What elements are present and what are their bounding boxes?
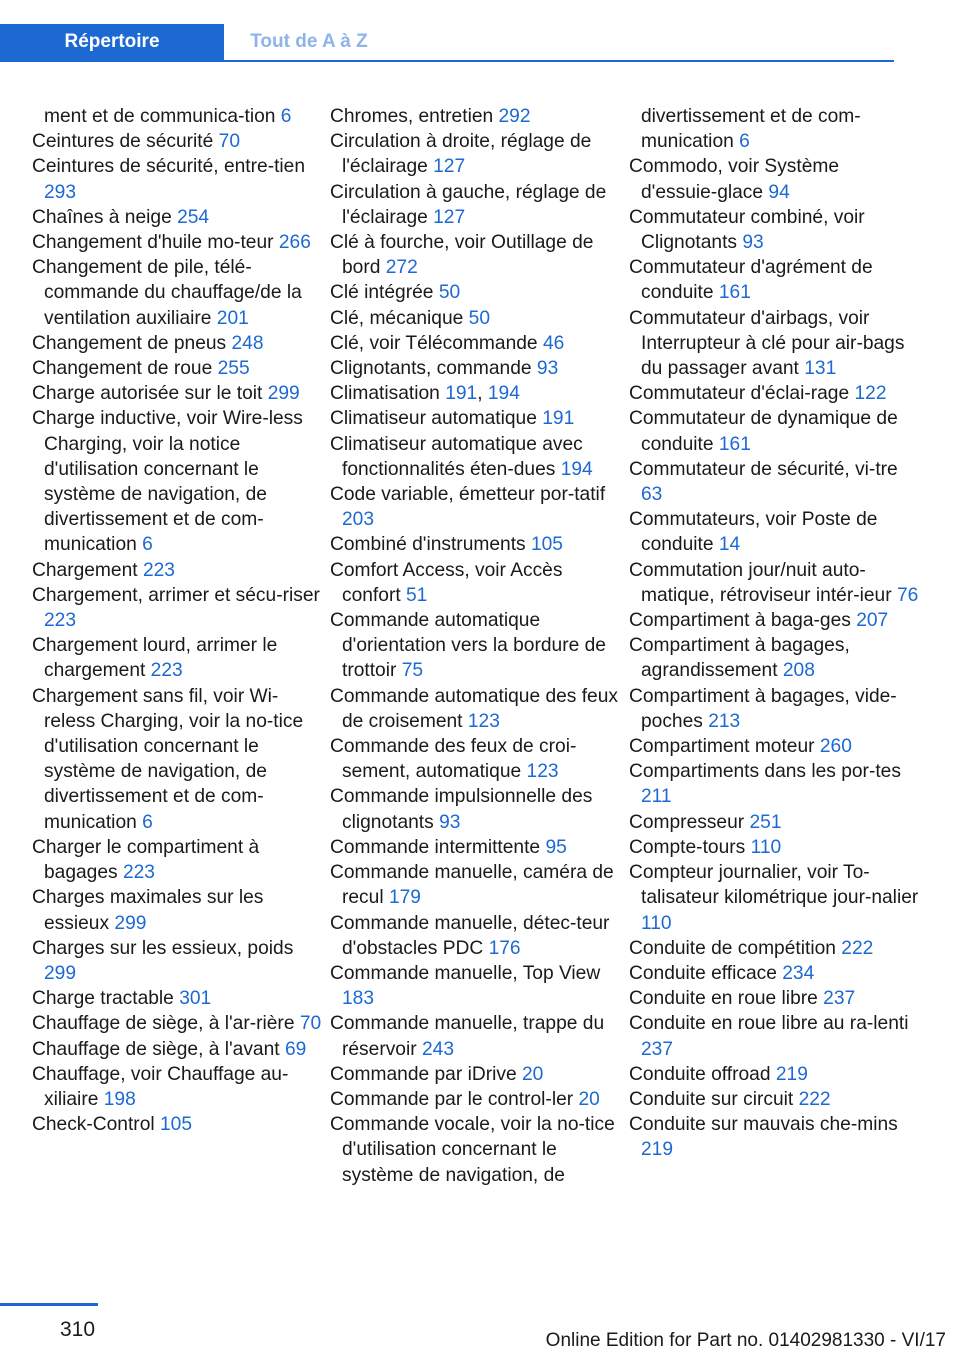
index-entry bbox=[629, 759, 919, 809]
page-link[interactable]: 127 bbox=[433, 156, 466, 178]
entry-text: Conduite offroad bbox=[629, 1063, 771, 1085]
index-entry bbox=[330, 406, 620, 431]
page-link[interactable]: 292 bbox=[498, 106, 531, 127]
entry-text: Commande intermittente bbox=[330, 836, 541, 858]
index-entry bbox=[330, 684, 620, 734]
entry-text: Commutateur d'éclai-rage bbox=[629, 383, 850, 405]
page-link[interactable]: 179 bbox=[388, 887, 421, 909]
entry-text: Chauffage de siège, à l'avant bbox=[32, 1038, 280, 1060]
page-link[interactable]: 272 bbox=[385, 257, 418, 279]
index-entry bbox=[32, 885, 322, 935]
page-link[interactable]: 301 bbox=[179, 988, 212, 1010]
index-entry bbox=[629, 633, 919, 683]
entry-text: Clignotants, commande bbox=[330, 358, 532, 380]
page-link[interactable]: 260 bbox=[819, 736, 852, 758]
entry-text: Chargement, arrimer et sécu-riser bbox=[32, 584, 320, 606]
entry-text: divertissement et de com-munication bbox=[641, 106, 861, 153]
entry-text: Compartiment moteur bbox=[629, 736, 815, 758]
index-entry bbox=[629, 406, 919, 456]
index-entry bbox=[330, 1112, 620, 1188]
index-entry bbox=[629, 457, 919, 507]
page-link[interactable]: 110 bbox=[641, 912, 672, 934]
entry-text: Charges sur les essieux, poids bbox=[32, 937, 294, 959]
page-link[interactable]: 14 bbox=[718, 534, 741, 556]
index-entry bbox=[330, 1011, 620, 1061]
index-entry bbox=[330, 835, 620, 860]
entry-text: Commutation jour/nuit auto-matique, rétroviseur intér-ieur bbox=[629, 559, 892, 606]
entry-text: Commande par le control-ler bbox=[330, 1088, 574, 1110]
entry-text: Code variable, émetteur por-tatif bbox=[330, 484, 606, 506]
entry-text: Compartiment à bagages, vide-poches bbox=[629, 685, 897, 732]
page-link[interactable]: 222 bbox=[798, 1088, 831, 1110]
index-entry bbox=[330, 129, 620, 179]
index-entry bbox=[330, 432, 620, 482]
index-entry bbox=[32, 1112, 322, 1137]
page-link[interactable]: 194 bbox=[560, 458, 593, 480]
page-link[interactable]: 122 bbox=[854, 383, 887, 405]
page-link[interactable]: 299 bbox=[44, 962, 77, 984]
index-entry bbox=[32, 936, 322, 986]
entry-text: Commutateurs, voir Poste de conduite bbox=[629, 509, 878, 556]
entry-text: Conduite de compétition bbox=[629, 937, 836, 959]
index-entry bbox=[32, 684, 322, 835]
entry-text: Commande manuelle, détec-teur d'obstacles PDC bbox=[330, 912, 610, 959]
page-link[interactable]: 123 bbox=[467, 710, 500, 732]
index-entry bbox=[629, 1087, 919, 1112]
page-link[interactable]: 93 bbox=[439, 811, 461, 833]
index-entry bbox=[330, 280, 620, 305]
entry-text: Commutateur combiné, voir Clignotants bbox=[629, 206, 865, 254]
index-entry bbox=[629, 154, 919, 204]
index-entry bbox=[32, 129, 322, 154]
entry-text: Conduite en roue libre bbox=[629, 988, 818, 1010]
index-entry bbox=[629, 507, 919, 557]
index-entry bbox=[629, 306, 919, 382]
index-entry bbox=[32, 356, 322, 381]
index-entry bbox=[629, 381, 919, 406]
entry-text: Changement de roue bbox=[32, 358, 213, 380]
index-entry bbox=[629, 558, 919, 608]
index-entry bbox=[330, 911, 620, 961]
page-link[interactable]: 223 bbox=[44, 610, 77, 632]
page-link[interactable]: 50 bbox=[468, 307, 491, 329]
entry-text: Chauffage de siège, à l'ar-rière bbox=[32, 1013, 295, 1035]
page-link[interactable]: 299 bbox=[114, 912, 147, 934]
page-number: 310 bbox=[60, 1318, 96, 1341]
page-link[interactable]: 266 bbox=[278, 232, 311, 254]
index-entry bbox=[629, 860, 919, 936]
index-entry bbox=[629, 961, 919, 986]
entry-text: Charges maximales sur les essieux bbox=[32, 887, 264, 934]
entry-text: Charger le compartiment à bagages bbox=[32, 836, 260, 884]
entry-text: Charge tractable bbox=[32, 988, 174, 1010]
index-entry bbox=[32, 406, 322, 557]
page-link[interactable]: 201 bbox=[216, 307, 249, 329]
page-link[interactable]: 213 bbox=[708, 710, 741, 732]
page-link[interactable]: 20 bbox=[578, 1088, 600, 1110]
index-entry bbox=[330, 356, 620, 381]
page-link[interactable]: 203 bbox=[342, 509, 375, 531]
entry-text: Clé à fourche, voir Outillage de bord bbox=[330, 232, 594, 279]
page-link[interactable]: 110 bbox=[750, 836, 782, 858]
index-entry bbox=[330, 1087, 620, 1112]
index-entry bbox=[32, 835, 322, 885]
page-link[interactable]: 198 bbox=[103, 1088, 136, 1110]
entry-text: Changement d'huile mo-teur bbox=[32, 232, 274, 254]
index-entry bbox=[330, 230, 620, 280]
entry-text: Conduite sur mauvais che-mins bbox=[629, 1114, 898, 1136]
index-column-1 bbox=[32, 104, 322, 1137]
entry-text: Commande des feux de croi-sement, automatique bbox=[330, 736, 577, 783]
entry-text: Compartiment à bagages, agrandissement bbox=[629, 635, 850, 682]
entry-text: Commande vocale, voir la no-tice d'utilisation concernant le système de navigation, de bbox=[330, 1114, 615, 1186]
index-entry bbox=[32, 205, 322, 230]
entry-text: Commande automatique des feux de croisement bbox=[330, 685, 618, 732]
page-link[interactable]: 63 bbox=[641, 484, 663, 506]
page-link[interactable]: 211 bbox=[641, 786, 672, 808]
entry-text: Chargement bbox=[32, 559, 138, 581]
page-link[interactable]: 255 bbox=[217, 358, 250, 380]
index-entry bbox=[330, 104, 620, 129]
entry-text: Compte-tours bbox=[629, 836, 746, 858]
page-link[interactable]: 20 bbox=[521, 1063, 544, 1085]
entry-text: Climatiseur automatique avec fonctionnalités éten-dues bbox=[330, 433, 583, 480]
index-entry bbox=[330, 961, 620, 1011]
index-entry bbox=[629, 986, 919, 1011]
page-link[interactable]: 93 bbox=[536, 358, 559, 380]
entry-text: Commutateur de sécurité, vi-tre bbox=[629, 458, 898, 480]
entry-text: Commande manuelle, trappe du réservoir bbox=[330, 1013, 605, 1060]
page-link[interactable]: 293 bbox=[44, 181, 77, 203]
entry-text: Compteur journalier, voir To-talisateur kilométrique jour-nalier bbox=[629, 862, 919, 909]
page-link[interactable]: 51 bbox=[406, 584, 428, 606]
index-entry bbox=[629, 835, 919, 860]
entry-text: Commutateur de dynamique de conduite bbox=[629, 408, 898, 455]
page-link[interactable]: 191 bbox=[445, 383, 478, 405]
entry-text: Circulation à droite, réglage de l'éclairage bbox=[330, 131, 592, 178]
index-entry bbox=[629, 1011, 919, 1061]
entry-text: ment et de communica-tion bbox=[44, 106, 276, 127]
entry-text: Compartiment à baga-ges bbox=[629, 610, 851, 632]
entry-text: Clé, mécanique bbox=[330, 307, 464, 329]
page-link[interactable]: 75 bbox=[401, 660, 424, 682]
page-link[interactable]: 176 bbox=[488, 937, 521, 959]
index-entry bbox=[330, 860, 620, 910]
entry-text: Chaînes à neige bbox=[32, 206, 172, 228]
page-link[interactable]: 70 bbox=[218, 131, 240, 153]
page-link[interactable]: 191 bbox=[542, 408, 575, 430]
page-link[interactable]: 50 bbox=[438, 282, 461, 304]
entry-text: Chargement sans fil, voir Wi-reless Charging, voir la no-tice d'utilisation concernant le système de navigation, de divertissement et de com-munication bbox=[32, 685, 304, 833]
page-link[interactable]: 6 bbox=[142, 811, 153, 833]
index-entry bbox=[330, 482, 620, 532]
index-entry bbox=[629, 684, 919, 734]
index-entry bbox=[330, 558, 620, 608]
index-entry bbox=[629, 255, 919, 305]
page-link[interactable]: 223 bbox=[122, 862, 155, 884]
entry-text: Chargement lourd, arrimer le chargement bbox=[32, 635, 278, 682]
page-link[interactable]: 127 bbox=[433, 206, 466, 228]
page-link[interactable]: 248 bbox=[231, 332, 264, 354]
entry-text: Chromes, entretien bbox=[330, 106, 494, 127]
page-link[interactable]: 70 bbox=[299, 1013, 322, 1035]
index-entry bbox=[629, 1062, 919, 1087]
header-tabs bbox=[0, 24, 894, 62]
index-entry: Climatisation 191, 194 bbox=[330, 383, 520, 405]
entry-text: Compresseur bbox=[629, 811, 745, 833]
index-entry bbox=[32, 154, 322, 204]
index-entry bbox=[629, 1112, 919, 1162]
index-entry bbox=[32, 381, 322, 406]
entry-text: Commutateur d'airbags, voir Interrupteur à clé pour air-bags du passager avant bbox=[629, 307, 905, 380]
index-entry bbox=[32, 558, 322, 583]
page-link[interactable]: 6 bbox=[280, 106, 292, 127]
entry-text: Changement de pile, télé-commande du chauffage/de la ventilation auxiliaire bbox=[32, 257, 302, 329]
index-entry bbox=[330, 1062, 620, 1087]
index-entry bbox=[32, 1037, 322, 1062]
entry-text: Compartiments dans les por-tes bbox=[629, 761, 901, 783]
entry-text: Clé, voir Télécommande bbox=[330, 332, 538, 354]
page-link[interactable]: 69 bbox=[284, 1038, 307, 1060]
page-link[interactable]: 219 bbox=[775, 1063, 808, 1085]
entry-text: Charge inductive, voir Wire-less Charging, voir la notice d'utilisation concernant le système de navigation, de divertissement et de com-munication bbox=[32, 408, 303, 556]
entry-text: Combiné d'instruments bbox=[330, 534, 526, 556]
page-link[interactable]: 105 bbox=[159, 1114, 192, 1136]
page-link[interactable]: 299 bbox=[267, 383, 300, 405]
entry-text: Check-Control bbox=[32, 1114, 155, 1136]
index-entry bbox=[629, 205, 919, 255]
entry-text: Commande impulsionnelle des clignotants bbox=[330, 786, 593, 833]
entry-text: Commande manuelle, Top View bbox=[330, 962, 601, 984]
footer-rule bbox=[0, 1303, 98, 1306]
entry-text: Charge autorisée sur le toit bbox=[32, 383, 263, 405]
page-link[interactable]: 237 bbox=[641, 1038, 674, 1060]
page-link[interactable]: 207 bbox=[856, 610, 889, 632]
page-link[interactable]: 234 bbox=[782, 962, 815, 984]
entry-text: Clé intégrée bbox=[330, 282, 434, 304]
index-entry bbox=[330, 306, 620, 331]
page-link[interactable]: 46 bbox=[542, 332, 565, 354]
entry-text: Ceintures de sécurité, entre-tien bbox=[32, 156, 306, 178]
index-entry bbox=[629, 734, 919, 759]
index-entry bbox=[32, 633, 322, 683]
tab-tout-de-a-a-z[interactable]: Tout de A à Z bbox=[224, 24, 394, 60]
entry-text: Chauffage, voir Chauffage au-xiliaire bbox=[32, 1063, 289, 1110]
page-link[interactable]: 123 bbox=[526, 761, 559, 783]
page-link[interactable]: 223 bbox=[150, 660, 183, 682]
page-link[interactable]: 219 bbox=[641, 1139, 674, 1161]
page-link[interactable]: 183 bbox=[342, 988, 375, 1010]
entry-text: Commande manuelle, caméra de recul bbox=[330, 862, 614, 909]
index-column-2 bbox=[330, 104, 620, 1188]
page-link[interactable]: 94 bbox=[768, 181, 790, 203]
entry-text: Commodo, voir Système d'essuie-glace bbox=[629, 156, 840, 203]
index-entry bbox=[629, 936, 919, 961]
index-entry bbox=[32, 986, 322, 1011]
page-link[interactable]: 131 bbox=[804, 358, 837, 380]
page-link[interactable]: 194 bbox=[487, 383, 520, 405]
entry-text: Circulation à gauche, réglage de l'éclairage bbox=[330, 181, 607, 228]
page-link[interactable]: 254 bbox=[177, 206, 210, 228]
entry-text: Changement de pneus bbox=[32, 332, 227, 354]
index-entry bbox=[32, 1011, 322, 1036]
entry-text: Conduite en roue libre au ra-lenti bbox=[629, 1013, 909, 1035]
index-entry bbox=[330, 734, 620, 784]
index-entry bbox=[330, 532, 620, 557]
index-entry bbox=[32, 104, 322, 129]
entry-text: Ceintures de sécurité bbox=[32, 131, 214, 153]
page-link[interactable]: 105 bbox=[530, 534, 563, 556]
entry-text: Climatisation bbox=[330, 383, 440, 405]
page-link[interactable]: 237 bbox=[823, 988, 856, 1010]
page-link[interactable]: 161 bbox=[718, 282, 751, 304]
page-link[interactable]: 222 bbox=[841, 937, 874, 959]
index-entry bbox=[330, 784, 620, 834]
entry-text: Commande par iDrive bbox=[330, 1063, 517, 1085]
page-link[interactable]: 93 bbox=[742, 232, 764, 254]
page-link[interactable]: 76 bbox=[896, 584, 919, 606]
index-entry bbox=[32, 583, 322, 633]
index-entry bbox=[32, 255, 322, 331]
index-entry bbox=[629, 608, 919, 633]
page-link[interactable]: 243 bbox=[421, 1038, 454, 1060]
page-link[interactable]: 6 bbox=[142, 534, 153, 556]
entry-text: Commande automatique d'orientation vers la bordure de trottoir bbox=[330, 610, 606, 682]
page-link[interactable]: 251 bbox=[749, 811, 782, 833]
index-entry bbox=[330, 180, 620, 230]
entry-text: Conduite efficace bbox=[629, 962, 777, 984]
entry-text: Commutateur d'agrément de conduite bbox=[629, 257, 873, 304]
index-entry bbox=[629, 104, 919, 154]
entry-text: Climatiseur automatique bbox=[330, 408, 537, 430]
tab-repertoire[interactable]: Répertoire bbox=[0, 24, 224, 60]
index-column-3 bbox=[629, 104, 919, 1163]
index-entry bbox=[629, 810, 919, 835]
index-entry bbox=[32, 331, 322, 356]
page-link[interactable]: 95 bbox=[545, 836, 567, 858]
page-link[interactable]: 208 bbox=[782, 660, 815, 682]
page-link[interactable]: 223 bbox=[142, 559, 175, 581]
index-entry bbox=[32, 1062, 322, 1112]
index-entry bbox=[32, 230, 322, 255]
entry-text: Conduite sur circuit bbox=[629, 1088, 794, 1110]
edition-text: Online Edition for Part no. 01402981330 - VI/17 bbox=[545, 1330, 946, 1351]
page-link[interactable]: 6 bbox=[739, 131, 750, 153]
entry-text: Comfort Access, voir Accès confort bbox=[330, 559, 563, 606]
index-entry bbox=[330, 331, 620, 356]
page-link[interactable]: 161 bbox=[718, 433, 751, 455]
index-entry bbox=[330, 608, 620, 684]
